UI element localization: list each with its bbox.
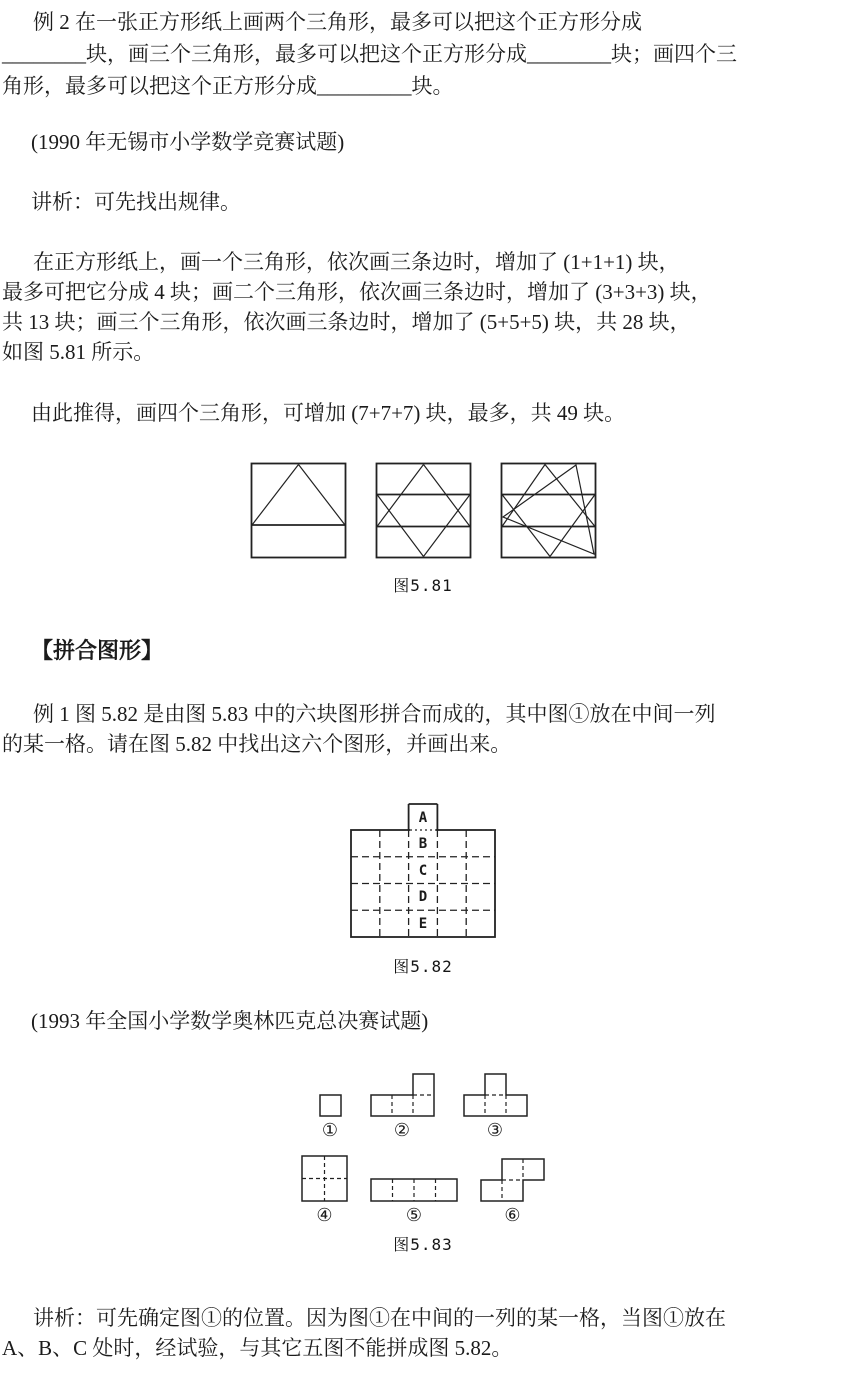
square-three-triangles-diagram [500,462,597,559]
analysis-intro: 讲析：可先找出规律。 [31,190,241,214]
section-header: 【拼合图形】 [31,638,164,663]
piece-4-label: ④ [316,1205,333,1226]
figure-5-82 [0,801,846,978]
square-one-triangle-diagram [250,462,347,559]
text-line: 的某一格。请在图 5.82 中找出这六个图形，并画出来。 [2,732,512,756]
text-line: 最多可把它分成 4 块；画二个三角形，依次画三条边时，增加了 (3+3+3) 块， [2,280,712,304]
piece-2-label: ② [393,1120,411,1141]
text-line: 例 2 在一张正方形纸上画两个三角形，最多可以把这个正方形分成 [33,10,642,34]
figure-5-83-caption: 图5.83 [393,1235,453,1254]
text-line: ________块，画三个三角形，最多可以把这个正方形分成________块；画四个三 [2,42,737,66]
piece-6-label: ⑥ [504,1205,521,1226]
square-two-triangles-diagram [375,462,472,559]
figure-5-81 [0,462,846,597]
text-line: 例 1 图 5.82 是由图 5.83 中的六块图形拼合而成的，其中图①放在中间一列 [33,702,716,726]
piece-4-shape [301,1155,348,1202]
text-line: 共 13 块；画三个三角形，依次画三条边时，增加了 (5+5+5) 块，共 28 块， [2,310,691,334]
piece-2-shape [370,1073,435,1117]
grid-cell-label-d: D [418,889,428,905]
piece-5-shape [370,1178,458,1202]
text-line: 角形，最多可以把这个正方形分成_________块。 [2,74,454,98]
piece-5 [370,1178,458,1226]
text-line: 如图 5.81 所示。 [2,340,155,364]
source-note-1993: (1993 年全国小学数学奥林匹克总决赛试题) [31,1009,429,1033]
piece-1-shape [319,1094,342,1117]
pieces-row-1 [319,1073,528,1141]
paragraph-solution [0,247,846,367]
paragraph-conclusion: 由此推得，画四个三角形，可增加 (7+7+7) 块，最多，共 49 块。 [31,401,626,425]
grid-cell-label-a: A [418,810,428,826]
piece-3 [463,1073,528,1141]
grid-cell-label-b: B [418,836,428,852]
grid-cell-label-c: C [418,863,428,879]
text-line: 在正方形纸上，画一个三角形，依次画三条边时，增加了 (1+1+1) 块， [33,250,680,274]
piece-3-shape [463,1073,528,1117]
piece-1 [319,1094,342,1141]
grid-diagram [348,801,498,938]
piece-2 [370,1073,435,1141]
figure-5-82-caption: 图5.82 [393,957,453,976]
piece-4 [301,1155,348,1226]
text-line: A、B、C 处时，经试验，与其它五图不能拼成图 5.82。 [2,1336,513,1360]
text-line: 讲析：可先确定图①的位置。因为图①在中间的一列的某一格，当图①放在 [33,1306,726,1330]
piece-1-label: ① [321,1120,339,1141]
source-note-1990: (1990 年无锡市小学数学竞赛试题) [31,130,345,154]
paragraph-example1 [0,699,846,759]
piece-3-label: ③ [486,1120,504,1141]
grid-cell-label-e: E [418,916,428,932]
piece-6-shape [480,1158,545,1202]
figure-5-83 [0,1073,846,1256]
piece-6 [480,1158,545,1226]
paragraph-analysis2 [0,1303,846,1363]
piece-5-label: ⑤ [405,1205,423,1226]
figure-5-81-squares [250,462,597,559]
figure-5-81-caption: 图5.81 [393,576,453,595]
paragraph-example2 [0,0,846,102]
pieces-row-2 [301,1155,545,1226]
